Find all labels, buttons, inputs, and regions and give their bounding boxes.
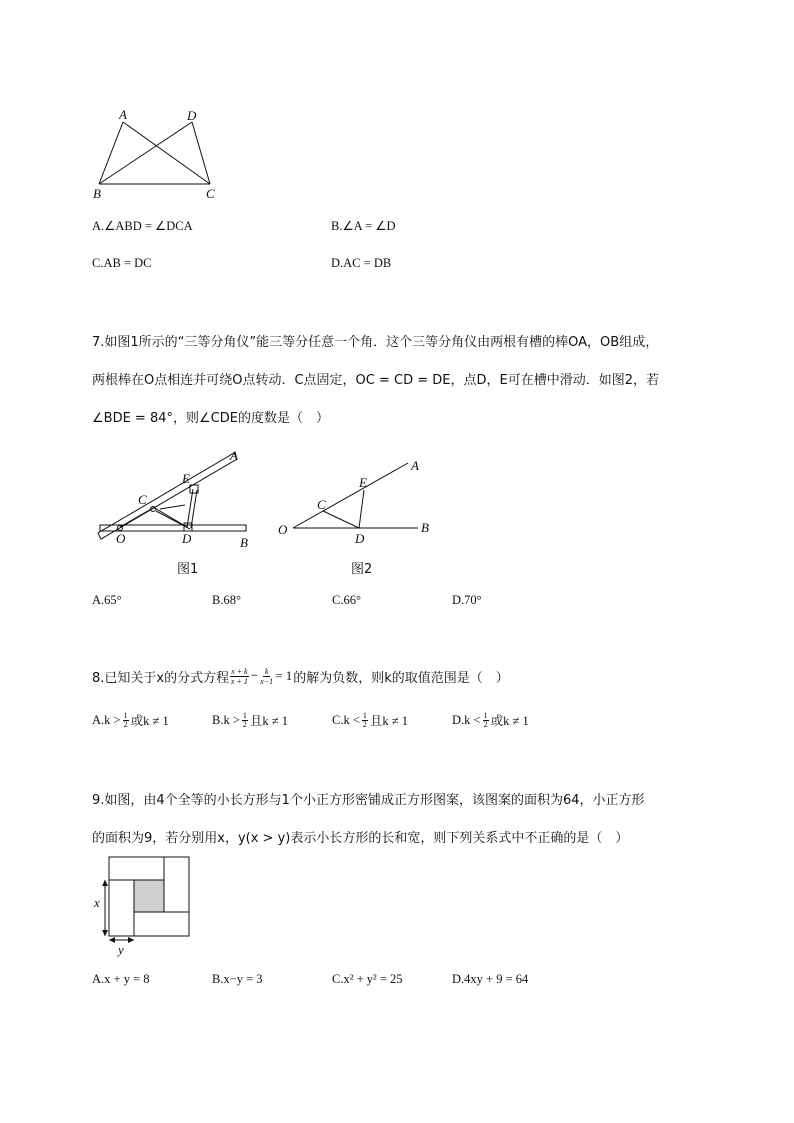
q7-line-1: 7.如图1所示的“三等分角仪”能三等分任意一个角．这个三等分角仪由两根有槽的棒OA，OB组成， <box>92 335 659 350</box>
q8-optC-den: 2 <box>362 719 367 729</box>
q7-fig2-label-O: O <box>278 522 288 537</box>
q9-option-D[interactable]: D.4xy + 9 = 64 <box>452 972 529 986</box>
q8-optA-pre: A.k > <box>92 712 121 727</box>
q8-fraction-1 <box>230 667 249 686</box>
q8-optD-pre: D.k < <box>452 712 481 727</box>
q8-optC-num: 1 <box>362 710 367 720</box>
q6-option-C[interactable]: C.AB = DC <box>92 256 152 270</box>
q7-fig2-label-A: A <box>411 458 419 473</box>
q8-optA-post: 或k ≠ 1 <box>130 714 169 728</box>
q6-label-D: D <box>187 108 197 123</box>
q6-option-D[interactable]: D.AC = DB <box>331 256 392 270</box>
q9-option-A[interactable]: A.x + y = 8 <box>92 972 150 986</box>
q8-optD-post: 或k ≠ 1 <box>490 714 529 728</box>
q8-optA-num: 1 <box>123 710 128 720</box>
q8-optD-fraction <box>483 712 489 729</box>
q7-figure-1 <box>90 445 265 555</box>
q8-frac2-den: x−1 <box>260 676 274 686</box>
q7-fig1-caption: 图1 <box>177 562 199 577</box>
q8-frac1-num: x + k <box>231 666 248 676</box>
q7-fig2-label-E: E <box>359 475 367 490</box>
q7-fig2-label-C: C <box>317 497 326 512</box>
q8-optB-den: 2 <box>242 719 247 729</box>
q8-optA-fraction <box>123 712 129 729</box>
q8-option-B[interactable] <box>212 708 288 732</box>
q7-fig2-label-B: B <box>421 520 429 535</box>
q8-stem <box>92 664 509 688</box>
q6-triangle-figure <box>88 104 228 204</box>
q8-option-D[interactable] <box>452 708 529 732</box>
q9-square-pattern-figure <box>90 852 200 960</box>
q9-small-square <box>134 880 164 912</box>
q7-fig1-label-C: C <box>138 492 147 507</box>
q9-option-B[interactable]: B.x−y = 3 <box>212 972 263 986</box>
q8-optB-num: 1 <box>242 710 247 720</box>
q8-optA-den: 2 <box>123 719 128 729</box>
q6-label-B: B <box>93 186 101 201</box>
q9-option-C[interactable]: C.x² + y² = 25 <box>332 972 403 986</box>
q9-line-2: 的面积为9，若分别用x，y(x > y)表示小长方形的长和宽，则下列关系式中不正确的是（ ） <box>92 831 629 846</box>
q8-prefix: 8.已知关于x的分式方程 <box>92 670 230 686</box>
q7-fig1-label-O: O <box>116 531 126 546</box>
q8-equals-one: = 1 <box>275 668 293 683</box>
q7-figure-2 <box>275 455 440 550</box>
q7-option-A[interactable]: A.65° <box>92 593 122 607</box>
q8-option-C[interactable] <box>332 708 408 732</box>
q8-optB-pre: B.k > <box>212 712 240 727</box>
q6-option-A[interactable]: A.∠ABD = ∠DCA <box>92 219 193 233</box>
q7-option-D[interactable]: D.70° <box>452 593 482 607</box>
q8-suffix: 的解为负数，则k的取值范围是（ ） <box>293 670 509 686</box>
q7-line-2: 两根棒在O点相连并可绕O点转动．C点固定，OC = CD = DE，点D，E可在槽中滑动．如图2，若 <box>92 373 659 388</box>
q7-option-C[interactable]: C.66° <box>332 593 361 607</box>
q7-fig1-label-E: E <box>182 471 190 486</box>
q7-line-3: ∠BDE = 84°，则∠CDE的度数是（ ） <box>92 411 329 426</box>
q8-frac1-den: x + 1 <box>230 676 248 686</box>
q7-fig2-caption: 图2 <box>351 562 373 577</box>
q8-optB-fraction <box>242 712 248 729</box>
q9-label-x: x <box>94 895 100 910</box>
q8-optD-den: 2 <box>483 719 488 729</box>
q6-label-A: A <box>119 107 127 122</box>
q8-frac2-num: k <box>264 666 269 676</box>
q8-optD-num: 1 <box>483 710 488 720</box>
q8-option-A[interactable] <box>92 708 169 732</box>
q7-fig1-label-D: D <box>182 531 192 546</box>
q8-optB-post: 且k ≠ 1 <box>249 714 289 728</box>
q7-fig2-label-D: D <box>355 531 365 546</box>
q9-label-y: y <box>118 942 124 957</box>
q7-option-B[interactable]: B.68° <box>212 593 241 607</box>
q8-optC-post: 且k ≠ 1 <box>369 714 409 728</box>
q8-optC-pre: C.k < <box>332 712 360 727</box>
q6-option-B[interactable]: B.∠A = ∠D <box>331 219 396 233</box>
q8-minus: − <box>250 671 259 681</box>
q6-label-C: C <box>206 186 215 201</box>
q7-fig1-label-A: A <box>230 448 238 463</box>
q8-optC-fraction <box>362 712 368 729</box>
q9-line-1: 9.如图，由4个全等的小长方形与1个小正方形密铺成正方形图案，该图案的面积为64，小正方形 <box>92 793 645 808</box>
q7-fig1-label-B: B <box>240 535 248 550</box>
q8-fraction-2 <box>260 667 273 686</box>
